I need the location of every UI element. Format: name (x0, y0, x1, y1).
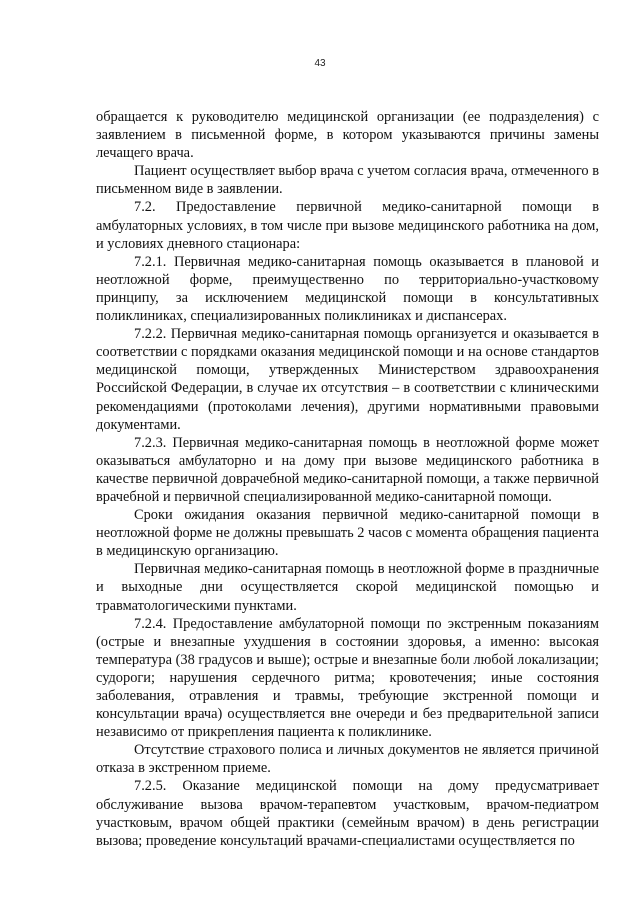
paragraph: Отсутствие страхового полиса и личных документов не является причиной отказа в экстренном приеме. (96, 742, 599, 777)
page-number: 43 (314, 58, 326, 69)
paragraph: Первичная медико-санитарная помощь в неотложной форме в праздничные и выходные дни осуществляется скорой медицинской помощью и травматологическими пунктами. (96, 561, 599, 614)
paragraph: 7.2.1. Первичная медико-санитарная помощь оказывается в плановой и неотложной форме, преимущественно по территориально-участковому принципу, за исключением медицинской помощи в консультативных поликлиниках, специализированных поликлиниках и диспансерах. (96, 253, 599, 325)
paragraph: Пациент осуществляет выбор врача с учетом согласия врача, отмеченного в письменном виде в заявлении. (96, 163, 599, 198)
paragraph: 7.2.5. Оказание медицинской помощи на дому предусматривает обслуживание вызова врачом-терапевтом участковым, врачом-педиатром участковым, врачом общей практики (семейным врачом) в день регистрации вызова; проведение консультаций врачами-специалистами осуществляется по (96, 778, 599, 849)
paragraph: Сроки ожидания оказания первичной медико-санитарной помощи в неотложной форме не должны превышать 2 часов с момента обращения пациента в медицинскую организацию. (96, 507, 599, 560)
paragraph: 7.2. Предоставление первичной медико-санитарной помощи в амбулаторных условиях, в том числе при вызове медицинского работника на дом, и условиях дневного стационара: (96, 199, 599, 252)
paragraph: 7.2.3. Первичная медико-санитарная помощь в неотложной форме может оказываться амбулаторно и на дому при вызове медицинского работника в качестве первичной доврачебной медико-санитарной помощи, а также первичной врачебной и первичной специализированной медико-санитарной помощи. (96, 434, 599, 505)
paragraph: 7.2.2. Первичная медико-санитарная помощь организуется и оказывается в соответствии с порядками оказания медицинской помощи и на основе стандартов медицинской помощи, утвержденных Министерством здравоохранения Российской Федерации, в случае их отсутствия – в соответствии с клиническими рекомендациями (протоколами лечения), другими нормативными правовыми документами. (96, 326, 599, 433)
paragraph: обращается к руководителю медицинской организации (ее подразделения) с заявлением в письменной форме, в котором указываются причины замены лечащего врача. (96, 109, 599, 162)
document-body (96, 108, 599, 850)
paragraph: 7.2.4. Предоставление амбулаторной помощи по экстренным показаниям (острые и внезапные ухудшения в состоянии здоровья, а именно: высокая температура (38 градусов и выше); острые и внезапные боли любой локализации; судороги; нарушения сердечного ритма; кровотечения; иные состояния заболевания, отравления и травмы, требующие экстренной помощи и консультации врача) осуществляется вне очереди и без предварительной записи независимо от прикрепления пациента к поликлинике. (96, 615, 599, 741)
